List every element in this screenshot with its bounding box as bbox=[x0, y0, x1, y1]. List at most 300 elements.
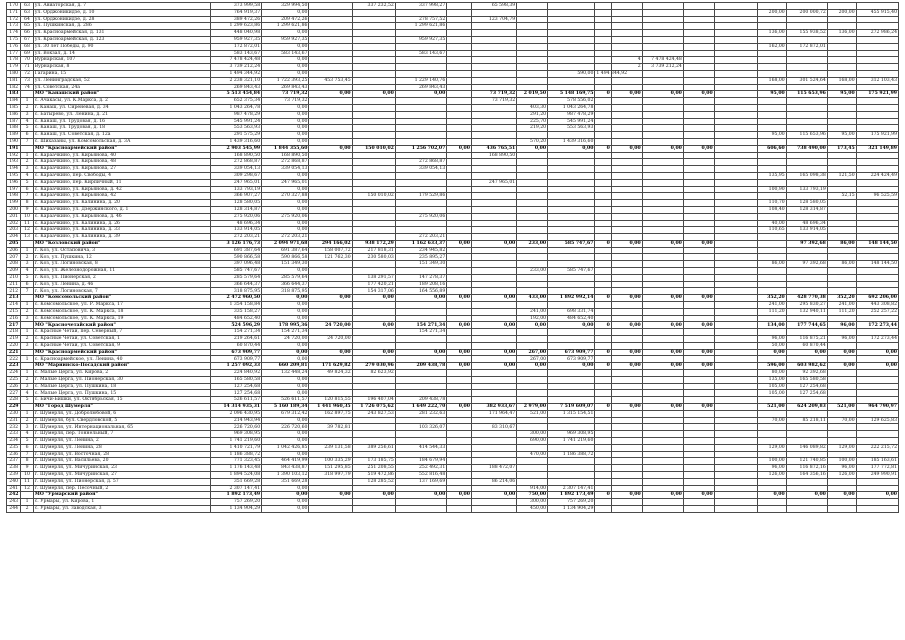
value-cell bbox=[309, 220, 352, 227]
value-cell: 82 623,92 bbox=[352, 370, 395, 377]
value-cell bbox=[471, 329, 516, 336]
value-cell bbox=[757, 315, 786, 322]
value-cell: 168 890,50 bbox=[262, 152, 309, 159]
value-cell bbox=[447, 3, 472, 10]
value-cell bbox=[447, 30, 472, 37]
value-cell bbox=[642, 274, 683, 281]
value-cell: 165 580,58 bbox=[786, 376, 827, 383]
value-cell: 0,00 bbox=[642, 91, 683, 98]
index-cell: 1 bbox=[21, 302, 33, 309]
value-cell bbox=[714, 315, 757, 322]
value-cell: 0,00 bbox=[309, 349, 352, 356]
index-cell: 7 bbox=[21, 288, 33, 295]
value-cell bbox=[309, 179, 352, 186]
index-cell: 194 bbox=[7, 166, 21, 173]
value-cell bbox=[827, 118, 856, 125]
value-cell: 0,00 bbox=[683, 240, 714, 247]
value-cell bbox=[642, 50, 683, 57]
value-cell: 0,00 bbox=[642, 145, 683, 152]
value-cell: 100,00 bbox=[827, 458, 856, 465]
value-cell bbox=[517, 247, 548, 254]
table-row bbox=[7, 499, 899, 506]
value-cell bbox=[827, 274, 856, 281]
value-cell: 1 257 092,33 bbox=[210, 363, 261, 370]
address-cell: с. Батырево, ул. Ленина, д. 21 bbox=[33, 111, 210, 118]
value-cell bbox=[548, 342, 595, 349]
value-cell bbox=[642, 302, 683, 309]
value-cell bbox=[548, 336, 595, 343]
index-cell: 223 bbox=[7, 363, 21, 370]
address-cell: ул. Орджоникидзе, д. 10 bbox=[33, 9, 210, 16]
value-cell bbox=[447, 172, 472, 179]
value-cell bbox=[595, 9, 611, 16]
value-cell bbox=[548, 234, 595, 241]
value-cell bbox=[856, 410, 898, 417]
value-cell bbox=[595, 383, 611, 390]
value-cell bbox=[714, 492, 757, 499]
value-cell bbox=[471, 376, 516, 383]
value-cell: 738 490,00 bbox=[786, 145, 827, 152]
value-cell bbox=[447, 383, 472, 390]
value-cell: 484 652,40 bbox=[210, 315, 261, 322]
value-cell bbox=[447, 471, 472, 478]
value-cell: 126,00 bbox=[757, 471, 786, 478]
value-cell bbox=[611, 451, 642, 458]
value-cell: 209 438,78 bbox=[395, 363, 446, 370]
value-cell bbox=[309, 213, 352, 220]
value-cell bbox=[395, 138, 446, 145]
value-cell: 691 387,64 bbox=[210, 247, 261, 254]
index-cell: 7 bbox=[21, 451, 33, 458]
value-cell bbox=[447, 499, 472, 506]
value-cell bbox=[471, 254, 516, 261]
index-cell: 11 bbox=[21, 478, 33, 485]
value-cell bbox=[827, 478, 856, 485]
value-cell bbox=[642, 383, 683, 390]
value-cell bbox=[548, 458, 595, 465]
index-cell: 3 bbox=[21, 424, 33, 431]
value-cell: 133 793,19 bbox=[210, 186, 261, 193]
value-cell: 673 909,77 bbox=[548, 356, 595, 363]
value-cell: 329 994,50 bbox=[262, 3, 309, 10]
table-row bbox=[7, 43, 899, 50]
value-cell: 110,65 bbox=[757, 227, 786, 234]
index-cell: 3 bbox=[21, 261, 33, 268]
value-cell: 964 790,97 bbox=[856, 404, 898, 411]
value-cell bbox=[642, 166, 683, 173]
value-cell bbox=[683, 478, 714, 485]
value-cell bbox=[595, 77, 611, 84]
index-cell: 220 bbox=[7, 342, 21, 349]
value-cell bbox=[395, 111, 446, 118]
value-cell bbox=[642, 36, 683, 43]
value-cell bbox=[856, 220, 898, 227]
value-cell bbox=[471, 499, 516, 506]
value-cell bbox=[548, 50, 595, 57]
value-cell bbox=[309, 431, 352, 438]
value-cell bbox=[683, 444, 714, 451]
value-cell bbox=[827, 57, 856, 64]
value-cell: 168 890,50 bbox=[471, 152, 516, 159]
value-cell: 5 513 454,84 bbox=[210, 91, 261, 98]
table-row bbox=[7, 349, 899, 356]
value-cell bbox=[395, 308, 446, 315]
address-cell: с. Канаш, ул. Трудовая, д. 16 bbox=[33, 118, 210, 125]
address-cell: г. Шумерля, бул. Свердловской, 5 bbox=[33, 417, 210, 424]
table-row bbox=[7, 308, 899, 315]
value-cell: 154 271,34 bbox=[395, 322, 446, 329]
value-cell bbox=[517, 70, 548, 77]
value-cell bbox=[447, 370, 472, 377]
value-cell bbox=[683, 227, 714, 234]
value-cell bbox=[595, 132, 611, 139]
value-cell bbox=[642, 499, 683, 506]
value-cell bbox=[395, 390, 446, 397]
index-cell bbox=[21, 404, 33, 411]
value-cell bbox=[309, 227, 352, 234]
value-cell bbox=[714, 295, 757, 302]
value-cell bbox=[683, 152, 714, 159]
value-cell bbox=[683, 77, 714, 84]
value-cell bbox=[611, 458, 642, 465]
value-cell bbox=[471, 485, 516, 492]
value-cell bbox=[827, 43, 856, 50]
value-cell bbox=[395, 383, 446, 390]
table-row bbox=[7, 397, 899, 404]
value-cell bbox=[757, 499, 786, 506]
value-cell bbox=[611, 84, 642, 91]
value-cell bbox=[856, 138, 898, 145]
value-cell bbox=[611, 213, 642, 220]
value-cell bbox=[611, 281, 642, 288]
value-cell bbox=[548, 274, 595, 281]
value-cell bbox=[517, 36, 548, 43]
table-row bbox=[7, 138, 899, 145]
value-cell: 389 472,26 bbox=[210, 16, 261, 23]
table-row bbox=[7, 478, 899, 485]
value-cell: 133 793,19 bbox=[786, 186, 827, 193]
value-cell bbox=[352, 431, 395, 438]
index-cell bbox=[21, 492, 33, 499]
address-cell: г. Коз, ул. Пионерская, 2 bbox=[33, 274, 210, 281]
value-cell: 0,00 bbox=[262, 30, 309, 37]
value-cell bbox=[395, 172, 446, 179]
value-cell bbox=[611, 118, 642, 125]
value-cell bbox=[611, 206, 642, 213]
value-cell bbox=[595, 410, 611, 417]
value-cell: 1 299 621,86 bbox=[395, 23, 446, 30]
value-cell bbox=[447, 308, 472, 315]
value-cell bbox=[595, 315, 611, 322]
value-cell bbox=[714, 159, 757, 166]
value-cell bbox=[309, 186, 352, 193]
value-cell bbox=[642, 200, 683, 207]
value-cell bbox=[447, 444, 472, 451]
value-cell: 0,00 bbox=[683, 363, 714, 370]
value-cell bbox=[757, 234, 786, 241]
value-cell: 225,70 bbox=[517, 118, 548, 125]
value-cell bbox=[395, 179, 446, 186]
address-cell: г. Шумерля, пер. Тоннельный, 7 bbox=[33, 431, 210, 438]
address-cell: ул. 30 лет Победы, д. 90 bbox=[33, 43, 210, 50]
value-cell bbox=[714, 431, 757, 438]
value-cell: 116 872,16 bbox=[786, 465, 827, 472]
value-cell: 179 529,86 bbox=[395, 193, 446, 200]
value-cell bbox=[683, 179, 714, 186]
value-cell bbox=[548, 254, 595, 261]
value-cell bbox=[471, 390, 516, 397]
value-cell bbox=[471, 315, 516, 322]
address-cell: с. Комсомольское, ул. К. Маркса, 18 bbox=[33, 308, 210, 315]
value-cell: 3 739 212,24 bbox=[642, 64, 683, 71]
value-cell: 1 439 316,60 bbox=[548, 138, 595, 145]
value-cell bbox=[786, 438, 827, 445]
table-row bbox=[7, 281, 899, 288]
value-cell bbox=[548, 471, 595, 478]
index-cell: 230 bbox=[7, 410, 21, 417]
address-cell: с. Караачкино, ул. Калинина, д. 20 bbox=[33, 200, 210, 207]
address-cell: г. Шумерля, ул. Восточная, 28 bbox=[33, 451, 210, 458]
value-cell: 162 897,75 bbox=[309, 410, 352, 417]
value-cell: 285 579,64 bbox=[262, 274, 309, 281]
index-cell: 202 bbox=[7, 220, 21, 227]
value-cell bbox=[827, 179, 856, 186]
value-cell: 40,00 bbox=[757, 220, 786, 227]
value-cell bbox=[856, 23, 898, 30]
value-cell: 0,00 bbox=[517, 363, 548, 370]
value-cell: 171 629,82 bbox=[309, 363, 352, 370]
value-cell: 673 909,77 bbox=[548, 349, 595, 356]
value-cell bbox=[595, 499, 611, 506]
address-cell: ул. Орджоникидзе, д. 28 bbox=[33, 16, 210, 23]
value-cell: 545 991,24 bbox=[210, 118, 261, 125]
value-cell bbox=[395, 342, 446, 349]
value-cell bbox=[395, 186, 446, 193]
value-cell bbox=[714, 227, 757, 234]
value-cell bbox=[714, 505, 757, 512]
value-cell bbox=[395, 268, 446, 275]
value-cell bbox=[714, 77, 757, 84]
address-cell: с. Красные Четаи, ул. Советская, 1 bbox=[33, 336, 210, 343]
value-cell bbox=[548, 77, 595, 84]
value-cell: 0,00 bbox=[447, 295, 472, 302]
index-cell: 4 bbox=[21, 172, 33, 179]
value-cell bbox=[395, 57, 446, 64]
value-cell: 171 964,47 bbox=[471, 410, 516, 417]
value-cell bbox=[309, 288, 352, 295]
address-cell: МО "Красночетайский район" bbox=[33, 322, 210, 329]
value-cell: 590 866,58 bbox=[262, 254, 309, 261]
value-cell bbox=[471, 261, 516, 268]
value-cell: 2 472 960,50 bbox=[210, 295, 261, 302]
value-cell bbox=[447, 390, 472, 397]
address-cell: МО "Город Шумерля" bbox=[33, 404, 210, 411]
value-cell bbox=[548, 213, 595, 220]
table-row bbox=[7, 159, 899, 166]
value-cell bbox=[447, 98, 472, 105]
value-cell: 0,00 bbox=[262, 268, 309, 275]
table-row bbox=[7, 3, 899, 10]
value-cell bbox=[642, 356, 683, 363]
address-cell: г. Канаш, ул. Сиреневая, д. 34 bbox=[33, 104, 210, 111]
value-cell bbox=[683, 274, 714, 281]
value-cell: 3 739 212,24 bbox=[210, 64, 261, 71]
value-cell bbox=[471, 70, 516, 77]
value-cell bbox=[471, 234, 516, 241]
value-cell bbox=[595, 138, 611, 145]
value-cell bbox=[595, 57, 611, 64]
value-cell bbox=[309, 499, 352, 506]
value-cell bbox=[856, 36, 898, 43]
value-cell: 0 bbox=[595, 295, 611, 302]
index-cell bbox=[21, 145, 33, 152]
index-cell: 177 bbox=[7, 50, 21, 57]
value-cell bbox=[642, 152, 683, 159]
value-cell bbox=[447, 84, 472, 91]
value-cell bbox=[786, 193, 827, 200]
value-cell: 436 765,51 bbox=[471, 145, 516, 152]
value-cell bbox=[395, 376, 446, 383]
value-cell bbox=[595, 336, 611, 343]
value-cell bbox=[786, 288, 827, 295]
value-cell bbox=[757, 50, 786, 57]
value-cell bbox=[471, 451, 516, 458]
value-cell: 570,20 bbox=[517, 138, 548, 145]
value-cell bbox=[611, 220, 642, 227]
value-cell bbox=[471, 274, 516, 281]
value-cell bbox=[447, 16, 472, 23]
value-cell bbox=[548, 424, 595, 431]
value-cell bbox=[447, 274, 472, 281]
value-cell bbox=[395, 200, 446, 207]
value-cell bbox=[595, 356, 611, 363]
value-cell: 0,00 bbox=[262, 118, 309, 125]
value-cell bbox=[714, 98, 757, 105]
value-cell bbox=[786, 274, 827, 281]
value-cell bbox=[471, 336, 516, 343]
value-cell bbox=[352, 417, 395, 424]
value-cell bbox=[714, 125, 757, 132]
value-cell: 1 186 388,72 bbox=[548, 451, 595, 458]
value-cell bbox=[395, 370, 446, 377]
value-cell: 137 169,69 bbox=[395, 478, 446, 485]
value-cell bbox=[595, 213, 611, 220]
value-cell bbox=[714, 438, 757, 445]
value-cell bbox=[395, 30, 446, 37]
value-cell bbox=[471, 247, 516, 254]
value-cell: 95,00 bbox=[827, 91, 856, 98]
address-cell: с. Караачкино, ул. Кирьянова, 48 bbox=[33, 159, 210, 166]
value-cell bbox=[309, 356, 352, 363]
value-cell: 154 317,06 bbox=[352, 288, 395, 295]
value-cell bbox=[714, 417, 757, 424]
table-row bbox=[7, 220, 899, 227]
value-cell bbox=[517, 3, 548, 10]
value-cell: 96,00 bbox=[757, 465, 786, 472]
value-cell bbox=[714, 70, 757, 77]
value-cell bbox=[352, 166, 395, 173]
value-cell: 168 890,50 bbox=[210, 152, 261, 159]
value-cell bbox=[595, 166, 611, 173]
value-cell: 750,00 bbox=[517, 492, 548, 499]
value-cell bbox=[642, 458, 683, 465]
value-cell bbox=[611, 308, 642, 315]
value-cell bbox=[827, 111, 856, 118]
value-cell: 100 335,29 bbox=[309, 458, 352, 465]
value-cell bbox=[447, 138, 472, 145]
value-cell bbox=[642, 220, 683, 227]
value-cell: 414 544,33 bbox=[395, 444, 446, 451]
value-cell bbox=[856, 70, 898, 77]
table-row bbox=[7, 485, 899, 492]
value-cell bbox=[352, 179, 395, 186]
value-cell bbox=[352, 315, 395, 322]
value-cell bbox=[352, 390, 395, 397]
value-cell bbox=[642, 410, 683, 417]
value-cell bbox=[611, 98, 642, 105]
value-cell bbox=[642, 159, 683, 166]
value-cell: 1 741 219,60 bbox=[210, 438, 261, 445]
index-cell: 200 bbox=[7, 206, 21, 213]
index-cell: 191 bbox=[7, 145, 21, 152]
value-cell: 0,00 bbox=[395, 91, 446, 98]
value-cell bbox=[856, 288, 898, 295]
table-row bbox=[7, 404, 899, 411]
value-cell bbox=[395, 315, 446, 322]
value-cell bbox=[352, 152, 395, 159]
value-cell bbox=[395, 220, 446, 227]
value-cell bbox=[683, 281, 714, 288]
index-cell: 174 bbox=[7, 30, 21, 37]
index-cell: 69 bbox=[21, 50, 33, 57]
value-cell: 0,00 bbox=[471, 492, 516, 499]
value-cell bbox=[642, 9, 683, 16]
value-cell bbox=[642, 342, 683, 349]
value-cell bbox=[352, 132, 395, 139]
value-cell bbox=[517, 172, 548, 179]
value-cell: 175 921,99 bbox=[856, 91, 898, 98]
value-cell bbox=[548, 261, 595, 268]
value-cell bbox=[309, 132, 352, 139]
index-cell: 195 bbox=[7, 172, 21, 179]
value-cell bbox=[642, 424, 683, 431]
address-cell: г. Шумерля, ул. Мичуринская, 23 bbox=[33, 465, 210, 472]
value-cell bbox=[683, 410, 714, 417]
value-cell bbox=[548, 16, 595, 23]
value-cell bbox=[856, 64, 898, 71]
value-cell bbox=[471, 227, 516, 234]
value-cell bbox=[714, 376, 757, 383]
value-cell bbox=[757, 505, 786, 512]
address-cell: Вурнарская, 8 bbox=[33, 64, 210, 71]
table-row bbox=[7, 84, 899, 91]
value-cell: 0,00 bbox=[262, 9, 309, 16]
table-row bbox=[7, 213, 899, 220]
index-cell: 2 bbox=[21, 254, 33, 261]
value-cell: 389 256,61 bbox=[352, 444, 395, 451]
address-cell: МО "Урмарский район" bbox=[33, 492, 210, 499]
value-cell: 83 310,67 bbox=[471, 424, 516, 431]
value-cell bbox=[548, 43, 595, 50]
table-row bbox=[7, 247, 899, 254]
value-cell bbox=[611, 234, 642, 241]
value-cell bbox=[352, 104, 395, 111]
value-cell bbox=[827, 451, 856, 458]
value-cell: 352,20 bbox=[757, 295, 786, 302]
value-cell bbox=[611, 186, 642, 193]
value-cell: 521,00 bbox=[517, 410, 548, 417]
value-cell: 272 868,87 bbox=[395, 159, 446, 166]
